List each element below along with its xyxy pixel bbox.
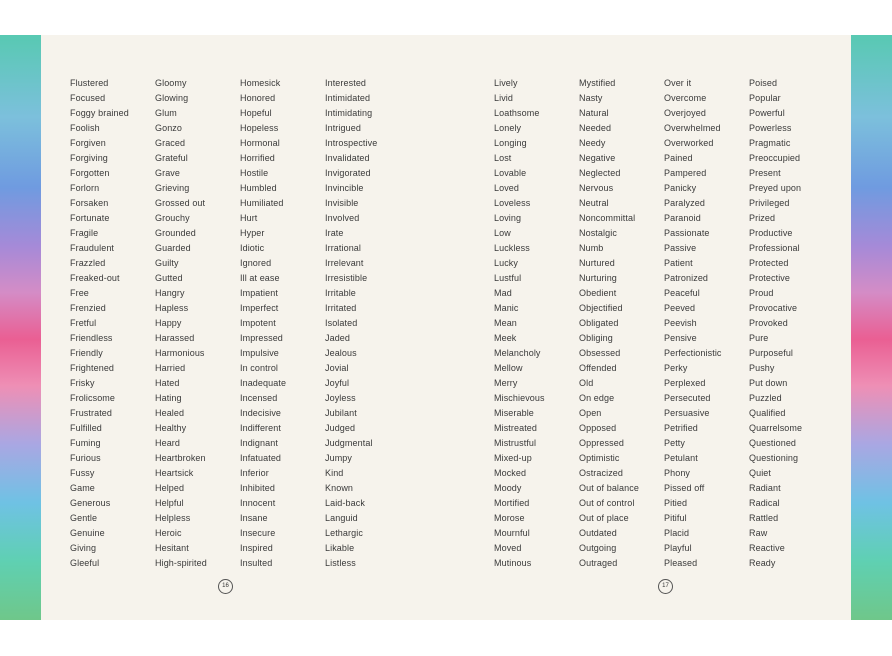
word-item: Outgoing <box>579 543 617 553</box>
word-item: Preyed upon <box>749 183 802 193</box>
word-item: Irritable <box>325 288 356 298</box>
word-item: Obligated <box>579 318 619 328</box>
word-item: Friendless <box>70 333 113 343</box>
word-item: Phony <box>664 468 691 478</box>
word-item: Livid <box>494 93 514 103</box>
word-item: Frazzled <box>70 258 106 268</box>
word-item: Purposeful <box>749 348 794 358</box>
right-watercolor-border <box>851 35 892 620</box>
word-item: Invisible <box>325 198 359 208</box>
word-item: Preoccupied <box>749 153 801 163</box>
word-item: Hormonal <box>240 138 280 148</box>
word-item: Fulfilled <box>70 423 102 433</box>
word-item: Jaded <box>325 333 351 343</box>
word-item: Innocent <box>240 498 276 508</box>
word-item: Invigorated <box>325 168 371 178</box>
word-item: Frenzied <box>70 303 106 313</box>
word-item: Passive <box>664 243 697 253</box>
word-item: Inferior <box>240 468 269 478</box>
word-item: Foolish <box>70 123 100 133</box>
word-item: Harassed <box>155 333 195 343</box>
word-item: Natural <box>579 108 609 118</box>
word-item: Helpful <box>155 498 184 508</box>
word-item: Irresistible <box>325 273 368 283</box>
word-item: Perfectionistic <box>664 348 722 358</box>
word-item: Pitied <box>664 498 688 508</box>
right-page-column-2 <box>579 76 639 571</box>
word-item: Incensed <box>240 393 278 403</box>
word-item: Generous <box>70 498 111 508</box>
word-item: Numb <box>579 243 604 253</box>
word-item: Hurt <box>240 213 258 223</box>
word-item: Meek <box>494 333 517 343</box>
left-watercolor-border <box>0 35 41 620</box>
word-item: Loathsome <box>494 108 540 118</box>
word-item: Forgiving <box>70 153 108 163</box>
word-item: Glum <box>155 108 177 118</box>
left-page-column-3 <box>240 76 286 571</box>
right-page-column-4 <box>749 76 802 571</box>
word-item: Involved <box>325 213 360 223</box>
word-item: Overworked <box>664 138 714 148</box>
word-item: Powerful <box>749 108 785 118</box>
word-item: Peaceful <box>664 288 700 298</box>
word-item: Loveless <box>494 198 531 208</box>
word-item: Impulsive <box>240 348 279 358</box>
word-item: Quarrelsome <box>749 423 803 433</box>
word-item: Helpless <box>155 513 191 523</box>
word-item: Focused <box>70 93 106 103</box>
word-item: Inadequate <box>240 378 287 388</box>
word-item: Provocative <box>749 303 798 313</box>
word-item: Frustrated <box>70 408 113 418</box>
right-page-column-3 <box>664 76 722 571</box>
word-item: Freaked-out <box>70 273 120 283</box>
word-item: Gonzo <box>155 123 183 133</box>
word-item: Mistrustful <box>494 438 537 448</box>
word-item: Mean <box>494 318 517 328</box>
word-item: Hangry <box>155 288 185 298</box>
word-item: Moody <box>494 483 522 493</box>
word-item: Pragmatic <box>749 138 791 148</box>
left-page-column-4 <box>325 76 377 571</box>
word-item: Nurturing <box>579 273 617 283</box>
word-item: Judged <box>325 423 356 433</box>
word-item: Introspective <box>325 138 378 148</box>
word-item: Out of balance <box>579 483 639 493</box>
word-item: Mischievous <box>494 393 545 403</box>
word-item: Frightened <box>70 363 115 373</box>
word-item: Gloomy <box>155 78 187 88</box>
word-item: Fraudulent <box>70 243 115 253</box>
word-item: Pleased <box>664 558 698 568</box>
word-item: Old <box>579 378 594 388</box>
word-item: Panicky <box>664 183 697 193</box>
word-item: Nervous <box>579 183 614 193</box>
word-item: Fuming <box>70 438 101 448</box>
word-item: Lethargic <box>325 528 363 538</box>
word-item: Hopeful <box>240 108 272 118</box>
word-item: Placid <box>664 528 690 538</box>
word-item: Known <box>325 483 354 493</box>
word-item: Inhibited <box>240 483 275 493</box>
word-item: Perky <box>664 363 688 373</box>
word-item: Pure <box>749 333 769 343</box>
word-item: Irate <box>325 228 344 238</box>
word-item: Jealous <box>325 348 357 358</box>
word-item: Jumpy <box>325 453 353 463</box>
word-item: Forlorn <box>70 183 100 193</box>
word-item: Pampered <box>664 168 707 178</box>
word-item: Humbled <box>240 183 277 193</box>
word-item: Protective <box>749 273 791 283</box>
word-item: Impotent <box>240 318 276 328</box>
word-item: Joyful <box>325 378 350 388</box>
word-item: Languid <box>325 513 358 523</box>
word-item: Likable <box>325 543 355 553</box>
word-item: Ignored <box>240 258 272 268</box>
word-item: Patronized <box>664 273 709 283</box>
word-item: Gentle <box>70 513 98 523</box>
word-item: Isolated <box>325 318 358 328</box>
page-number-left: 16 <box>218 579 233 594</box>
word-item: On edge <box>579 393 615 403</box>
word-item: Guarded <box>155 243 191 253</box>
word-item: Forsaken <box>70 198 109 208</box>
word-item: Qualified <box>749 408 786 418</box>
word-item: Grossed out <box>155 198 206 208</box>
word-item: Nurtured <box>579 258 615 268</box>
word-item: Petrified <box>664 423 698 433</box>
word-item: Hesitant <box>155 543 189 553</box>
word-item: Needy <box>579 138 606 148</box>
word-item: Heartbroken <box>155 453 206 463</box>
word-item: Insane <box>240 513 268 523</box>
word-item: Grateful <box>155 153 188 163</box>
word-item: Raw <box>749 528 768 538</box>
word-item: Patient <box>664 258 693 268</box>
word-item: Over it <box>664 78 692 88</box>
word-item: Giving <box>70 543 97 553</box>
word-item: Harried <box>155 363 186 373</box>
word-item: Noncommittal <box>579 213 636 223</box>
word-item: Fussy <box>70 468 95 478</box>
word-item: Lovable <box>494 168 527 178</box>
word-item: Ill at ease <box>240 273 280 283</box>
left-page-column-2 <box>155 76 207 571</box>
word-item: Hapless <box>155 303 189 313</box>
word-item: Inspired <box>240 543 273 553</box>
word-item: Frisky <box>70 378 95 388</box>
word-item: Lonely <box>494 123 522 133</box>
word-item: Provoked <box>749 318 788 328</box>
word-item: Horrified <box>240 153 275 163</box>
word-item: Forgiven <box>70 138 106 148</box>
word-item: Oppressed <box>579 438 624 448</box>
word-item: Heroic <box>155 528 182 538</box>
word-item: Listless <box>325 558 356 568</box>
word-item: High-spirited <box>155 558 207 568</box>
word-item: Indifferent <box>240 423 281 433</box>
page-number-right: 17 <box>658 579 673 594</box>
word-item: Mellow <box>494 363 523 373</box>
word-item: Healthy <box>155 423 187 433</box>
word-item: Laid-back <box>325 498 365 508</box>
word-item: Paralyzed <box>664 198 705 208</box>
word-item: Petulant <box>664 453 698 463</box>
word-item: Joyless <box>325 393 356 403</box>
word-item: Lucky <box>494 258 519 268</box>
word-item: Overcome <box>664 93 707 103</box>
word-item: Interested <box>325 78 367 88</box>
word-item: Questioning <box>749 453 799 463</box>
word-item: Flustered <box>70 78 109 88</box>
word-item: Morose <box>494 513 525 523</box>
word-item: Heartsick <box>155 468 194 478</box>
word-item: Imperfect <box>240 303 279 313</box>
word-item: Gutted <box>155 273 183 283</box>
word-item: Intimidating <box>325 108 373 118</box>
word-item: Overjoyed <box>664 108 706 118</box>
word-item: Invalidated <box>325 153 370 163</box>
word-item: Hating <box>155 393 182 403</box>
word-item: Merry <box>494 378 518 388</box>
word-item: Poised <box>749 78 778 88</box>
word-item: Productive <box>749 228 793 238</box>
word-item: Pensive <box>664 333 697 343</box>
word-item: Neutral <box>579 198 609 208</box>
word-item: Pushy <box>749 363 775 373</box>
left-page-column-1 <box>70 76 129 571</box>
word-item: Homesick <box>240 78 281 88</box>
word-item: Questioned <box>749 438 797 448</box>
word-item: Mutinous <box>494 558 532 568</box>
word-item: Nasty <box>579 93 603 103</box>
word-item: Humiliated <box>240 198 284 208</box>
word-item: Honored <box>240 93 276 103</box>
word-item: Loving <box>494 213 522 223</box>
word-item: Guilty <box>155 258 179 268</box>
word-item: Furious <box>70 453 101 463</box>
word-item: Outdated <box>579 528 617 538</box>
word-item: Out of control <box>579 498 635 508</box>
word-item: Glowing <box>155 93 189 103</box>
word-item: Fortunate <box>70 213 110 223</box>
word-item: Reactive <box>749 543 785 553</box>
word-item: Loved <box>494 183 520 193</box>
word-item: Paranoid <box>664 213 701 223</box>
word-item: Mocked <box>494 468 527 478</box>
word-item: Mournful <box>494 528 530 538</box>
word-item: Hopeless <box>240 123 279 133</box>
word-item: Longing <box>494 138 527 148</box>
word-item: Open <box>579 408 602 418</box>
word-item: Frolicsome <box>70 393 116 403</box>
word-item: Lost <box>494 153 512 163</box>
word-item: Gleeful <box>70 558 100 568</box>
word-item: Pitiful <box>664 513 687 523</box>
word-item: Indignant <box>240 438 278 448</box>
word-item: Out of place <box>579 513 629 523</box>
word-item: Genuine <box>70 528 105 538</box>
word-item: Irrational <box>325 243 362 253</box>
word-item: Graced <box>155 138 186 148</box>
word-item: Grave <box>155 168 181 178</box>
word-item: Peevish <box>664 318 697 328</box>
word-item: Ostracized <box>579 468 624 478</box>
word-item: Grieving <box>155 183 190 193</box>
word-item: Grouchy <box>155 213 190 223</box>
word-item: In control <box>240 363 279 373</box>
word-item: Foggy brained <box>70 108 129 118</box>
word-item: Playful <box>664 543 692 553</box>
word-item: Mortified <box>494 498 530 508</box>
word-item: Overwhelmed <box>664 123 721 133</box>
word-item: Friendly <box>70 348 103 358</box>
word-item: Game <box>70 483 95 493</box>
word-item: Kind <box>325 468 344 478</box>
word-item: Low <box>494 228 511 238</box>
word-item: Mad <box>494 288 512 298</box>
word-item: Invincible <box>325 183 364 193</box>
word-item: Radiant <box>749 483 781 493</box>
word-item: Ready <box>749 558 776 568</box>
word-item: Prized <box>749 213 776 223</box>
word-item: Professional <box>749 243 800 253</box>
word-item: Outraged <box>579 558 618 568</box>
word-item: Offended <box>579 363 617 373</box>
word-item: Impressed <box>240 333 283 343</box>
word-item: Popular <box>749 93 781 103</box>
word-item: Rattled <box>749 513 779 523</box>
word-item: Peeved <box>664 303 696 313</box>
word-item: Lustful <box>494 273 522 283</box>
word-item: Obliging <box>579 333 613 343</box>
word-item: Jubilant <box>325 408 357 418</box>
word-item: Nostalgic <box>579 228 617 238</box>
word-item: Opposed <box>579 423 617 433</box>
word-item: Miserable <box>494 408 534 418</box>
word-item: Negative <box>579 153 616 163</box>
word-item: Proud <box>749 288 774 298</box>
word-item: Judgmental <box>325 438 373 448</box>
word-item: Needed <box>579 123 612 133</box>
word-item: Quiet <box>749 468 772 478</box>
word-item: Healed <box>155 408 185 418</box>
word-item: Hated <box>155 378 180 388</box>
word-item: Petty <box>664 438 686 448</box>
word-item: Melancholy <box>494 348 541 358</box>
word-item: Jovial <box>325 363 349 373</box>
word-item: Put down <box>749 378 788 388</box>
word-item: Infatuated <box>240 453 282 463</box>
word-item: Mistreated <box>494 423 538 433</box>
word-item: Protected <box>749 258 789 268</box>
word-item: Privileged <box>749 198 790 208</box>
word-item: Perplexed <box>664 378 706 388</box>
word-item: Moved <box>494 543 522 553</box>
right-page-column-1 <box>494 76 545 571</box>
word-item: Manic <box>494 303 519 313</box>
word-item: Impatient <box>240 288 278 298</box>
word-item: Free <box>70 288 89 298</box>
word-item: Optimistic <box>579 453 620 463</box>
word-item: Hyper <box>240 228 265 238</box>
word-item: Puzzled <box>749 393 782 403</box>
word-item: Obsessed <box>579 348 621 358</box>
word-item: Passionate <box>664 228 710 238</box>
word-item: Radical <box>749 498 780 508</box>
word-item: Intrigued <box>325 123 361 133</box>
word-item: Mixed-up <box>494 453 532 463</box>
word-item: Mystified <box>579 78 616 88</box>
word-item: Fragile <box>70 228 99 238</box>
word-item: Irritated <box>325 303 357 313</box>
word-item: Heard <box>155 438 181 448</box>
word-item: Helped <box>155 483 185 493</box>
word-item: Hostile <box>240 168 269 178</box>
word-item: Persecuted <box>664 393 711 403</box>
word-item: Neglected <box>579 168 621 178</box>
word-item: Persuasive <box>664 408 710 418</box>
word-item: Idiotic <box>240 243 265 253</box>
word-item: Harmonious <box>155 348 205 358</box>
word-item: Pained <box>664 153 693 163</box>
word-item: Objectified <box>579 303 623 313</box>
word-item: Fretful <box>70 318 97 328</box>
word-item: Lively <box>494 78 518 88</box>
word-item: Grounded <box>155 228 196 238</box>
word-item: Pissed off <box>664 483 705 493</box>
word-item: Forgotten <box>70 168 110 178</box>
word-item: Insulted <box>240 558 273 568</box>
word-item: Present <box>749 168 781 178</box>
word-item: Luckless <box>494 243 530 253</box>
word-item: Indecisive <box>240 408 282 418</box>
word-item: Powerless <box>749 123 792 133</box>
word-item: Insecure <box>240 528 276 538</box>
word-item: Obedient <box>579 288 617 298</box>
word-item: Irrelevant <box>325 258 364 268</box>
word-item: Happy <box>155 318 182 328</box>
word-item: Intimidated <box>325 93 371 103</box>
